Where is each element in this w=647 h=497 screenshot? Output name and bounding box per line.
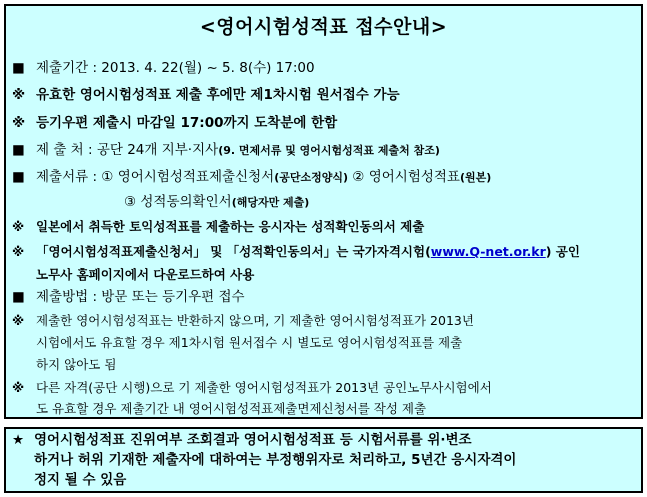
reference-mark-icon: ※	[12, 380, 25, 395]
star-icon: ★	[12, 432, 25, 448]
reference-mark-icon: ※	[12, 313, 25, 328]
note-return-line1: 제출한 영어시험성적표는 반환하지 않으며, 기 제출한 영어시험성적표가 2013년	[36, 313, 474, 328]
docs-item3-note: (해당자만 제출)	[231, 196, 310, 209]
note-return-line2: 시험에서도 유효할 경우 제1차시험 원서접수 시 별도로 영어시험성적표를 제출	[36, 335, 463, 350]
note-forms-line2: 노무사 홈페이지에서 다운로드하여 사용	[36, 267, 255, 282]
docs-item1-note: (공단소정양식)	[274, 171, 348, 184]
note-toeic-text: 일본에서 취득한 토익성적표를 제출하는 응시자는 성적확인동의서 제출	[36, 219, 425, 234]
note-other-row	[12, 378, 635, 398]
docs-label: 제출서류 :	[36, 169, 102, 185]
docs-item2-note: (원본)	[459, 171, 492, 184]
notice-title: <영어시험성적표 접수안내>	[199, 16, 448, 38]
place-row	[12, 140, 635, 161]
docs-row-2	[124, 192, 635, 213]
docs-row	[12, 167, 635, 188]
place-text: 제 출 처 : 공단 24개 지부·지사	[36, 142, 219, 158]
note-return-row-2	[36, 333, 635, 353]
note-other-line2: 도 유효할 경우 제출기간 내 영어시험성적표제출면제신청서를 작성 제출	[36, 401, 427, 416]
notice-box	[4, 4, 643, 419]
note-mail-row	[12, 113, 635, 133]
note-forms-row	[12, 242, 635, 262]
reference-mark-icon: ※	[12, 219, 25, 234]
docs-item1: ① 영어시험성적표제출신청서	[101, 169, 275, 185]
method-text: 제출방법 : 방문 또는 등기우편 접수	[36, 289, 245, 305]
note-forms-row-2	[36, 265, 635, 285]
note-return-row-3	[36, 355, 635, 375]
note-forms-pre: 「영어시험성적표제출신청서」 및 「성적확인동의서」는 국가자격시험(	[36, 244, 431, 259]
warning-row-3	[34, 470, 635, 490]
period-text: 제출기간 : 2013. 4. 22(월) ~ 5. 8(수) 17:00	[36, 60, 315, 76]
note-valid-text: 유효한 영어시험성적표 제출 후에만 제1차시험 원서접수 가능	[36, 87, 400, 103]
square-bullet-icon: ■	[12, 142, 25, 158]
note-return-row	[12, 311, 635, 331]
warning-row-1	[12, 430, 635, 450]
note-other-line1: 다른 자격(공단 시행)으로 기 제출한 영어시험성적표가 2013년 공인노무사시험에서	[36, 380, 492, 395]
warning-line1: 영어시험성적표 진위여부 조회결과 영어시험성적표 등 시험서류를 위·변조	[34, 432, 472, 448]
note-other-row-2	[36, 399, 635, 419]
note-forms-post: ) 공인	[545, 244, 580, 259]
square-bullet-icon: ■	[12, 169, 25, 185]
square-bullet-icon: ■	[12, 289, 25, 305]
period-row	[12, 58, 635, 78]
method-row	[12, 287, 635, 307]
note-valid-row	[12, 85, 635, 105]
warning-line3: 정지 될 수 있음	[34, 472, 127, 488]
reference-mark-icon: ※	[12, 87, 26, 103]
note-mail-text: 등기우편 제출시 마감일 17:00까지 도착분에 한함	[36, 115, 338, 131]
warning-box	[4, 427, 643, 493]
docs-item2: ② 영어시험성적표	[352, 169, 460, 185]
reference-mark-icon: ※	[12, 115, 26, 131]
docs-item3: ③ 성적동의확인서	[124, 194, 232, 210]
reference-mark-icon: ※	[12, 244, 25, 259]
warning-row-2	[34, 450, 635, 470]
warning-line2: 하거나 허위 기재한 제출자에 대하여는 부정행위자로 처리하고, 5년간 응시자격이	[34, 452, 517, 468]
note-toeic-row	[12, 217, 635, 237]
square-bullet-icon: ■	[12, 60, 25, 76]
place-note: (9. 면제서류 및 영어시험성적표 제출처 참조)	[218, 144, 440, 157]
qnet-link[interactable]: www.Q-net.or.kr	[430, 244, 546, 259]
note-return-line3: 하지 않아도 됨	[36, 357, 117, 372]
